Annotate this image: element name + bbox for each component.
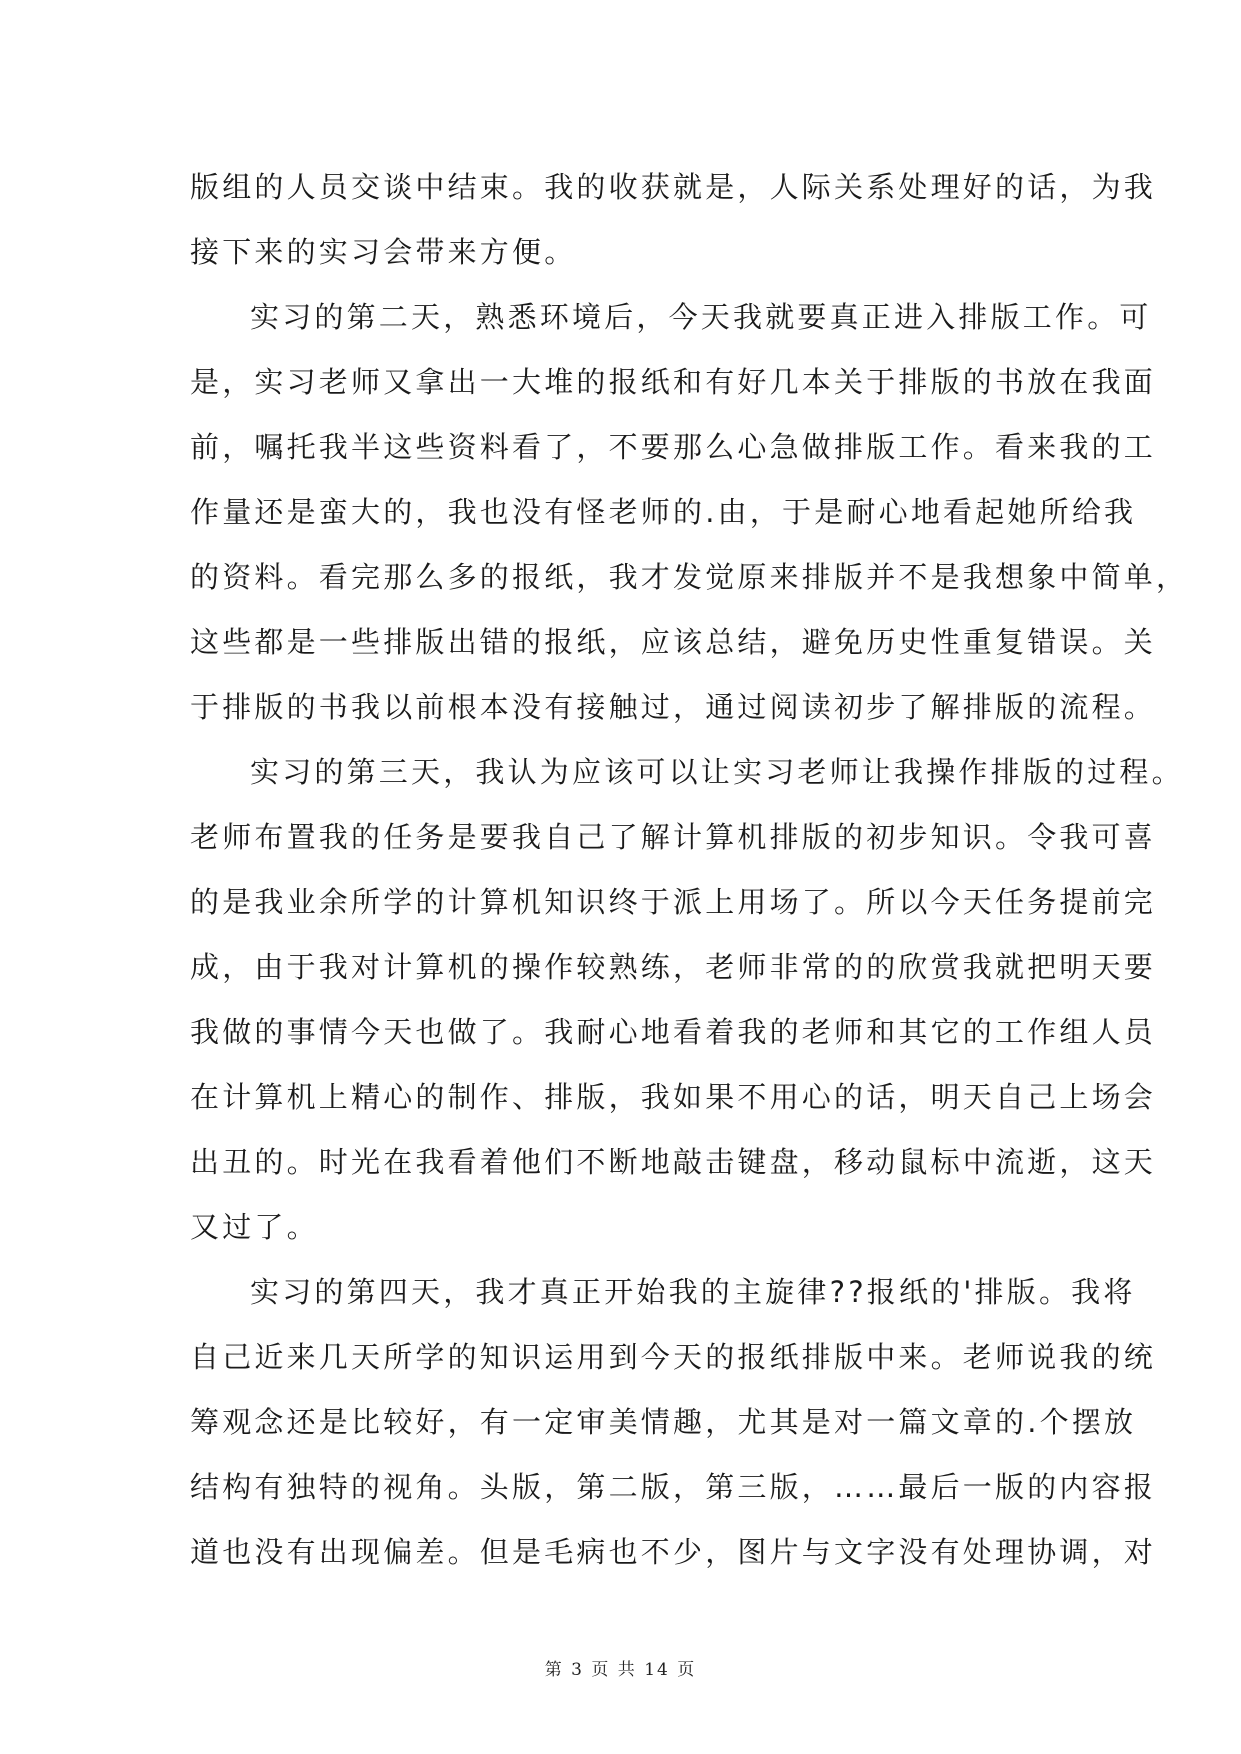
text-line: 筹观念还是比较好，有一定审美情趣，尤其是对一篇文章的.个摆放 [190,1405,1137,1439]
text-line: 实习的第二天，熟悉环境后，今天我就要真正进入排版工作。可 [250,300,1152,334]
text-line: 版组的人员交谈中结束。我的收获就是，人际关系处理好的话，为我 [190,170,1157,204]
text-line: 接下来的实习会带来方便。 [190,235,577,269]
text-line: 的是我业余所学的计算机知识终于派上用场了。所以今天任务提前完 [190,885,1157,919]
text-line: 成，由于我对计算机的操作较熟练，老师非常的的欣赏我就把明天要 [190,950,1157,984]
text-line: 又过了。 [190,1210,319,1244]
text-line: 老师布置我的任务是要我自己了解计算机排版的初步知识。令我可喜 [190,820,1157,854]
text-line: 于排版的书我以前根本没有接触过，通过阅读初步了解排版的流程。 [190,690,1157,724]
text-line: 实习的第三天，我认为应该可以让实习老师让我操作排版的过程。 [250,755,1184,789]
text-line: 道也没有出现偏差。但是毛病也不少，图片与文字没有处理协调，对 [190,1535,1157,1569]
text-line: 的资料。看完那么多的报纸，我才发觉原来排版并不是我想象中简单， [190,560,1189,594]
text-line: 在计算机上精心的制作、排版，我如果不用心的话，明天自己上场会 [190,1080,1157,1114]
text-line: 结构有独特的视角。头版，第二版，第三版，……最后一版的内容报 [190,1470,1157,1504]
text-line: 前，嘱托我半这些资料看了，不要那么心急做排版工作。看来我的工 [190,430,1157,464]
page-footer: 第 3 页 共 14 页 [544,1660,697,1680]
text-line: 作量还是蛮大的，我也没有怪老师的.由，于是耐心地看起她所给我 [190,495,1137,529]
text-line: 这些都是一些排版出错的报纸，应该总结，避免历史性重复错误。关 [190,625,1157,659]
text-line: 实习的第四天，我才真正开始我的主旋律??报纸的'排版。我将 [250,1275,1136,1309]
text-line: 出丑的。时光在我看着他们不断地敲击键盘，移动鼠标中流逝，这天 [190,1145,1157,1179]
text-line: 是，实习老师又拿出一大堆的报纸和有好几本关于排版的书放在我面 [190,365,1157,399]
text-line: 我做的事情今天也做了。我耐心地看着我的老师和其它的工作组人员 [190,1015,1157,1049]
text-line: 自己近来几天所学的知识运用到今天的报纸排版中来。老师说我的统 [190,1340,1157,1374]
body-text [190,155,1189,1585]
